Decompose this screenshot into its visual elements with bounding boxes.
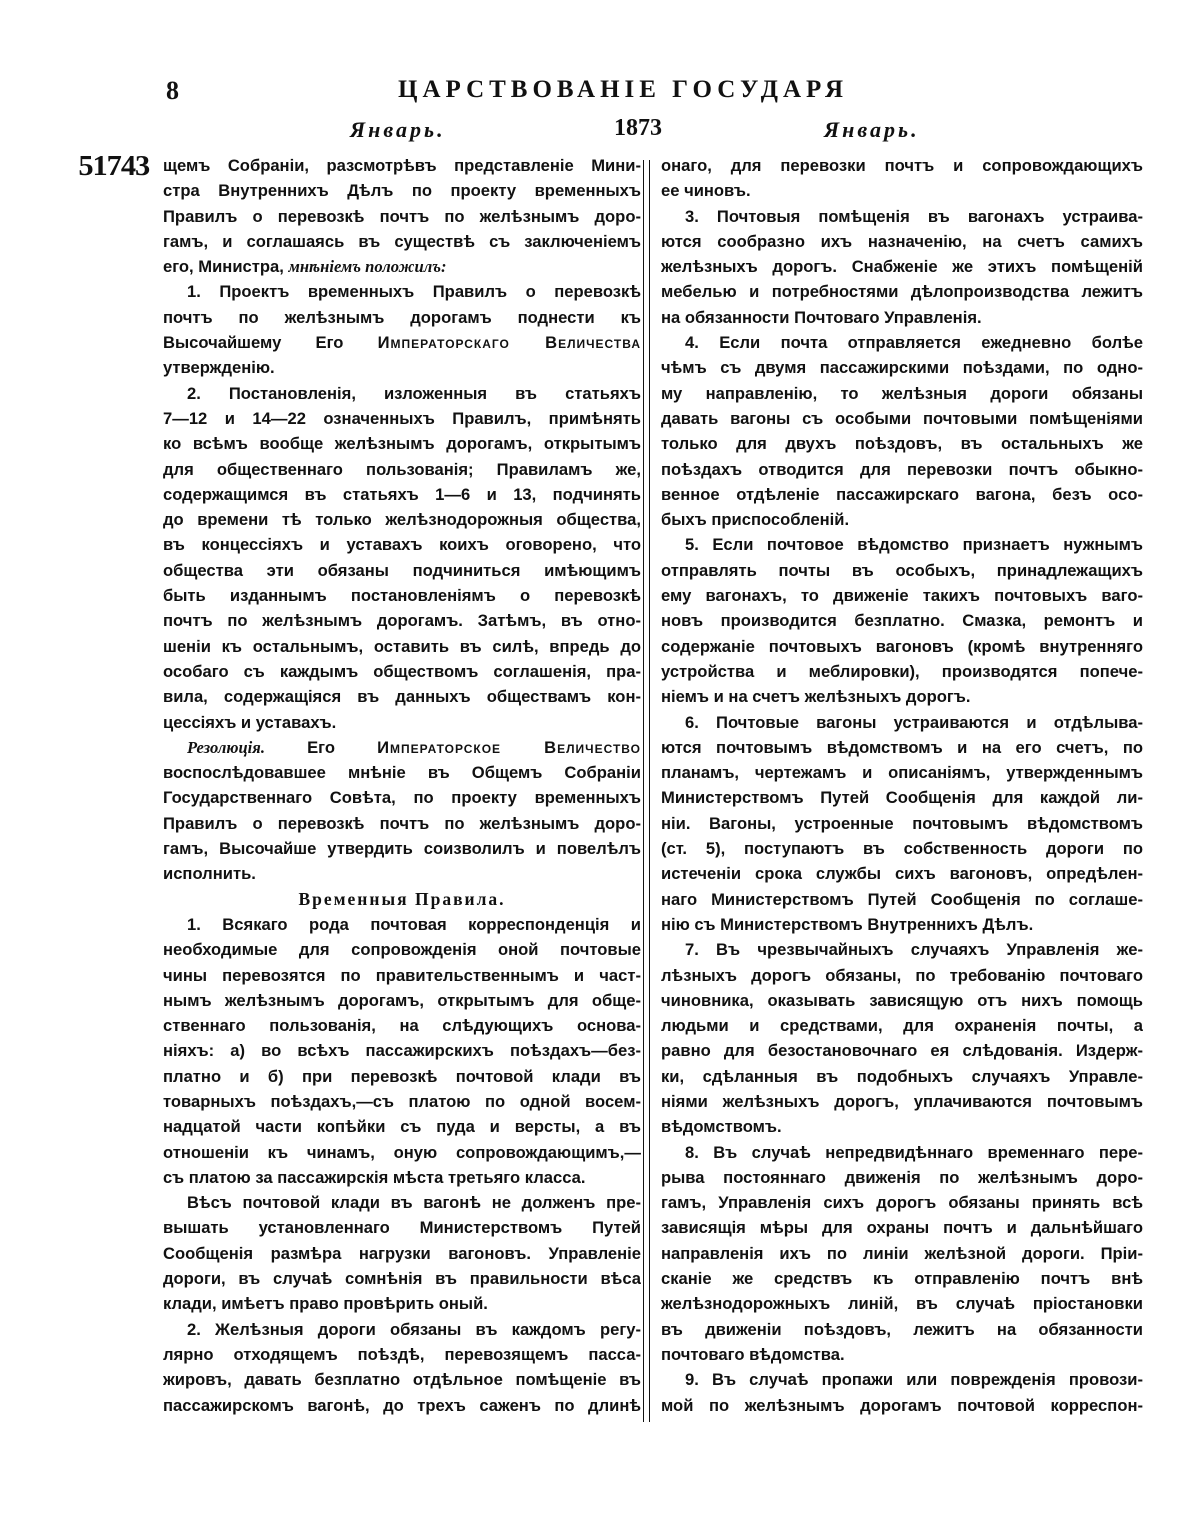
month-right: Январь.: [824, 117, 920, 142]
right-column: [661, 153, 1143, 1418]
text-line: ются сообразно ихъ назначенію, на счетъ самихъ: [661, 231, 1143, 251]
text-line: ему вагонахъ, то движеніе такихъ почтовыхъ ваго-: [661, 586, 1143, 606]
text-line: 8. Въ случаѣ непредвидѣннаго временнаго пере-: [685, 1142, 1143, 1162]
text-line: для общественнаго пользованія; Правиламъ же,: [163, 459, 641, 479]
text-line: (ст. 5), поступаютъ въ собственность дороги по: [661, 839, 1143, 859]
text-line: 2. Желѣзныя дороги обязаны въ каждомъ регу-: [187, 1319, 641, 1339]
text-line: 5. Если почтовое вѣдомство признаетъ нужнымъ: [685, 535, 1143, 555]
text-line: надцатой части копѣйки съ пуда и версты, а въ: [163, 1117, 641, 1137]
text-line: въ концессіяхъ и уставахъ коихъ оговорено, что: [163, 535, 641, 555]
text-line: 7. Въ чрезвычайныхъ случаяхъ Управленія же-: [685, 940, 1143, 960]
text-line: гамъ, Управленія сихъ дорогъ обязаны принять всѣ: [661, 1193, 1143, 1213]
text-line: Правилъ о перевозкѣ почтъ по желѣзнымъ доро-: [163, 813, 641, 833]
paragraph: [661, 204, 1143, 330]
text-segment: Императорскаго Величества: [377, 333, 641, 353]
text-line: отношеніи къ чинамъ, оную сопровождающимъ,—: [163, 1142, 641, 1162]
text-line: людьми и средствами, для охраненія почты, а: [661, 1016, 1143, 1036]
text-line: желѣзныхъ дорогъ. Снабженіе же этихъ помѣщеній: [661, 257, 1143, 277]
text-line: [163, 735, 641, 760]
paragraph: [163, 1190, 641, 1316]
text-line: почтъ по желѣзнымъ дорогамъ поднести къ: [163, 307, 641, 327]
text-line: лѣзныхъ дорогъ обязаны, по требованію почтоваго: [661, 965, 1143, 985]
text-line: вышать установленнаго Министерствомъ Путей: [163, 1218, 641, 1238]
text-line: на обязанности Почтоваго Управленія.: [661, 307, 982, 327]
text-line: венное отдѣленіе пассажирскаго вагона, безъ осо-: [661, 484, 1143, 504]
paragraph: [163, 153, 641, 279]
text-line: клади, имѣетъ право провѣрить оный.: [163, 1294, 488, 1314]
text-line: утвержденію.: [163, 358, 275, 378]
text-line: исполнить.: [163, 864, 256, 884]
text-line: 2. Постановленія, изложенныя въ статьяхъ: [187, 383, 641, 403]
text-line: ніями желѣзныхъ дорогъ, уплачиваются почтовымъ: [661, 1091, 1143, 1111]
column-divider: [649, 160, 650, 1422]
text-line: ко всѣмъ вообще желѣзнымъ дорогамъ, открытымъ: [163, 434, 641, 454]
paragraph: [661, 1367, 1143, 1418]
page-number: 8: [166, 76, 179, 105]
text-line: нымъ желѣзнымъ дорогамъ, открытымъ для обще-: [163, 990, 641, 1010]
text-line: пассажирскомъ вагонѣ, до трехъ саженъ по длинѣ: [163, 1395, 641, 1415]
text-line: Временныя Правила.: [298, 888, 506, 909]
text-line: почтоваго вѣдомства.: [661, 1344, 845, 1364]
text-line: 7—12 и 14—22 означенныхъ Правилъ, примѣнять: [163, 408, 641, 428]
text-line: чиновника, оказывать зависящую отъ нихъ помощь: [661, 990, 1143, 1010]
text-line: лярно отходящемъ поѣздѣ, перевозящемъ пасса-: [163, 1344, 641, 1364]
text-line: мой по желѣзнымъ дорогамъ почтовой корреспон-: [661, 1395, 1143, 1415]
text-line: чѣмъ съ двумя пассажирскими поѣздами, по одно-: [661, 358, 1143, 378]
text-line: давать вагоны съ особыми почтовыми помѣщеніями: [661, 408, 1143, 428]
text-line: до времени тѣ только желѣзнодорожныя общества,: [163, 510, 641, 530]
text-line: Министерствомъ Путей Сообщенія для каждой ли-: [661, 788, 1143, 808]
paragraph: [163, 735, 641, 887]
text-line: гамъ, и соглашаясь въ существѣ съ заключеніемъ: [163, 231, 641, 251]
text-segment: Его: [265, 737, 378, 757]
text-line: истеченіи срока службы сихъ вагоновъ, опредѣлен-: [661, 864, 1143, 884]
text-line: Правилъ о перевозкѣ почтъ по желѣзнымъ доро-: [163, 206, 641, 226]
text-line: въ движеніи поѣздовъ, лежитъ на обязанности: [661, 1319, 1143, 1339]
text-line: желѣзнодорожныхъ линій, въ случаѣ пріостановки: [661, 1294, 1143, 1314]
text-line: только для двухъ поѣздовъ, въ остальныхъ же: [661, 434, 1143, 454]
text-line: [163, 254, 641, 279]
text-segment: мнѣніемъ положилъ:: [288, 257, 447, 277]
text-line: 4. Если почта отправляется ежедневно болѣе: [685, 333, 1143, 353]
running-title: ЦАРСТВОВАНІЕ ГОСУДАРЯ: [398, 76, 849, 103]
text-line: му направленію, то желѣзныя дороги обязаны: [661, 383, 1143, 403]
paragraph: [661, 710, 1143, 938]
paragraph: [661, 1140, 1143, 1368]
column-divider: [643, 160, 644, 1422]
text-line: стра Внутреннихъ Дѣлъ по проекту временныхъ: [163, 181, 641, 201]
text-line: направленія ихъ по линіи желѣзной дороги. Пріи-: [661, 1243, 1143, 1263]
text-line: зависящія мѣры для охраны почтъ и дальнѣйшаго: [661, 1218, 1143, 1238]
paragraph: [163, 912, 641, 1190]
paragraph: [163, 381, 641, 735]
text-line: мебелью и потребностями дѣлопроизводства лежитъ: [661, 282, 1143, 302]
text-line: равно для безостановочнаго ея слѣдованія. Издерж-: [661, 1041, 1143, 1061]
text-line: новъ производится безплатно. Смазка, ремонтъ и: [661, 611, 1143, 631]
text-line: онаго, для перевозки почтъ и сопровождающихъ: [661, 156, 1143, 175]
text-line: товарныхъ поѣздахъ,—съ платою по одной восем-: [163, 1091, 641, 1111]
text-line: шеніи къ остальнымъ, оставить въ силѣ, впредь до: [163, 636, 641, 656]
text-line: вѣдомствомъ.: [661, 1117, 782, 1137]
text-line: цессіяхъ и уставахъ.: [163, 712, 337, 732]
text-line: 1. Всякаго рода почтовая корреспонденція и: [187, 914, 641, 934]
paragraph: [661, 937, 1143, 1139]
text-line: планамъ, чертежамъ и описаніямъ, утвержденнымъ: [661, 763, 1143, 783]
text-line: 9. Въ случаѣ пропажи или поврежденія провози-: [685, 1370, 1143, 1390]
text-line: Государственнаго Совѣта, по проекту временныхъ: [163, 788, 641, 808]
text-line: быхъ приспособленій.: [661, 510, 850, 530]
text-line: ніяхъ: а) во всѣхъ пассажирскихъ поѣздахъ—без-: [163, 1041, 641, 1061]
text-line: сканіе же средствъ къ отправленію почтъ внѣ: [661, 1269, 1143, 1289]
section-heading: [163, 887, 641, 912]
text-line: жировъ, давать безплатно отдѣльное помѣщеніе въ: [163, 1370, 641, 1390]
text-line: щемъ Собраніи, разсмотрѣвъ представленіе Мини-: [163, 156, 641, 175]
text-line: ки, сдѣланныя въ подобныхъ случаяхъ Управле-: [661, 1066, 1143, 1086]
paragraph: [163, 1317, 641, 1418]
text-line: общества эти обязаны подчиниться имѣющимъ: [163, 560, 641, 580]
text-line: особаго съ каждымъ обществомъ соглашенія, пра-: [163, 661, 641, 681]
text-line: ее чиновъ.: [661, 181, 751, 201]
paragraph: [661, 153, 1143, 204]
text-segment: его, Министра,: [163, 257, 289, 277]
text-line: дороги, въ случаѣ сомнѣнія въ правильности вѣса: [163, 1269, 641, 1289]
text-line: почтъ по желѣзнымъ дорогамъ. Затѣмъ, въ отно-: [163, 611, 641, 631]
left-column: [163, 153, 641, 1418]
text-line: устройства и меблировки), производятся попече-: [661, 661, 1143, 681]
text-line: ются почтовымъ вѣдомствомъ и на его счетъ, по: [661, 737, 1143, 757]
text-line: нію съ Министерствомъ Внутреннихъ Дѣлъ.: [661, 914, 1034, 934]
text-line: гамъ, Высочайше утвердить соизволилъ и повелѣлъ: [163, 839, 641, 859]
paragraph: [661, 330, 1143, 532]
text-line: отправлять почты въ особыхъ, принадлежащихъ: [661, 560, 1143, 580]
text-line: наго Министерствомъ Путей Сообщенія по соглаше-: [661, 889, 1143, 909]
paragraph: [163, 279, 641, 380]
text-line: ніемъ и на счетъ желѣзныхъ дорогъ.: [661, 687, 971, 707]
text-line: быть изданнымъ постановленіямъ о перевозкѣ: [163, 586, 641, 606]
item-number: 51743: [78, 150, 150, 182]
paragraph: [661, 532, 1143, 709]
text-line: платно и б) при перевозкѣ почтовой клади въ: [163, 1066, 641, 1086]
text-line: воспослѣдовавшее мнѣніе въ Общемъ Собраніи: [163, 763, 641, 783]
text-line: чины перевозятся по правительственнымъ и част-: [163, 965, 641, 985]
text-line: содержащимся въ статьяхъ 1—6 и 13, подчинять: [163, 484, 641, 504]
text-line: содержаніе почтовыхъ вагоновъ (кромѣ внутренняго: [661, 636, 1143, 656]
text-line: поѣздахъ отводится для перевозки почтъ обыкно-: [661, 459, 1143, 479]
text-line: 6. Почтовые вагоны устраиваются и отдѣлыва-: [685, 712, 1143, 732]
text-line: 1. Проектъ временныхъ Правилъ о перевозкѣ: [187, 282, 641, 302]
text-line: Сообщенія размѣра нагрузки вагоновъ. Управленіе: [163, 1243, 641, 1263]
text-line: ственнаго пользованія, на слѣдующихъ основа-: [163, 1016, 641, 1036]
text-line: Вѣсъ почтовой клади въ вагонѣ не долженъ пре-: [187, 1193, 641, 1213]
text-line: необходимые для сопровожденія оной почтовые: [163, 940, 641, 960]
text-line: рыва постояннаго движенія по желѣзнымъ доро-: [661, 1167, 1143, 1187]
year: 1873: [614, 115, 662, 141]
text-segment: Резолюція.: [187, 737, 265, 757]
month-left: Январь.: [350, 117, 446, 142]
text-line: 3. Почтовыя помѣщенія въ вагонахъ устраива-: [685, 206, 1143, 226]
text-segment: Высочайшему Его: [163, 333, 378, 353]
text-line: съ платою за пассажирскія мѣста третьяго класса.: [163, 1167, 586, 1187]
text-line: ніи. Вагоны, устроенные почтовымъ вѣдомствомъ: [661, 813, 1143, 833]
text-line: вила, содержащіяся въ данныхъ обществамъ кон-: [163, 687, 641, 707]
text-segment: Императорское Величество: [377, 737, 641, 757]
text-line: [163, 330, 641, 355]
